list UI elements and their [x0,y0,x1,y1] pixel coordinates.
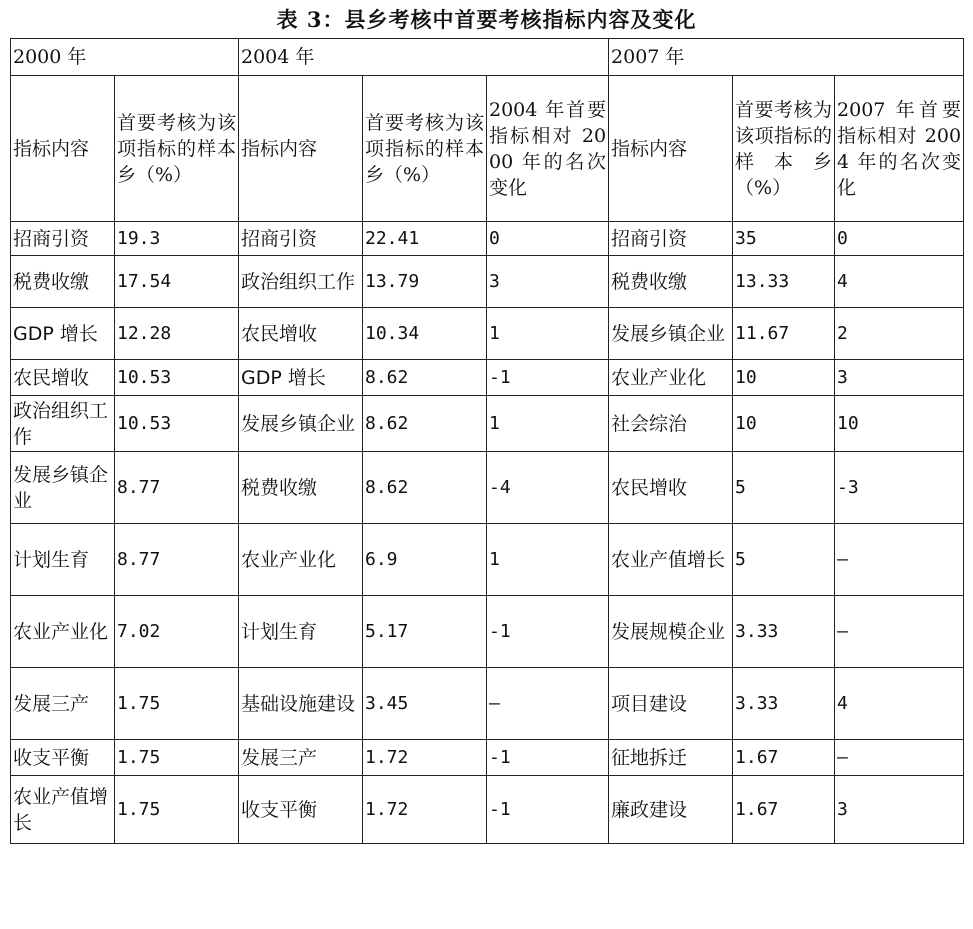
pct-2004-cell: 5.17 [363,596,487,668]
change-2007-cell: – [835,596,964,668]
pct-2004-cell: 10.34 [363,308,487,360]
pct-2004-cell: 1.72 [363,740,487,776]
year-row [11,39,964,76]
change-2007-cell: -3 [835,452,964,524]
item-2007-cell: 项目建设 [609,668,733,740]
table-row [11,360,964,396]
pct-2007-cell: 10 [733,360,835,396]
item-2004-cell: 政治组织工作 [239,256,363,308]
item-2007-cell: 发展规模企业 [609,596,733,668]
change-2004-cell: 1 [487,524,609,596]
change-2004-cell: -1 [487,360,609,396]
year-2007-header: 2007 年 [609,39,964,76]
table-title: 表 3：县乡考核中首要考核指标内容及变化 [276,7,697,32]
change-2004-cell: 3 [487,256,609,308]
change-2004-cell: -1 [487,776,609,844]
item-2007-cell: 社会综治 [609,396,733,452]
change-2004-cell: 1 [487,396,609,452]
pct-2000-cell: 19.3 [115,222,239,256]
item-2004-cell: 收支平衡 [239,776,363,844]
pct-2007-cell: 1.67 [733,776,835,844]
pct-2004-cell: 22.41 [363,222,487,256]
pct-2004-cell: 6.9 [363,524,487,596]
header-2007-pct: 首要考核为该项指标的样本乡（%） [733,76,835,222]
table-row [11,524,964,596]
item-2007-cell: 廉政建设 [609,776,733,844]
change-2007-cell: 2 [835,308,964,360]
item-2007-cell: 农民增收 [609,452,733,524]
item-2004-cell: 发展三产 [239,740,363,776]
change-2007-cell: 4 [835,256,964,308]
item-2000-cell: 计划生育 [11,524,115,596]
change-2004-cell: 0 [487,222,609,256]
change-2004-cell: -4 [487,452,609,524]
pct-2000-cell: 10.53 [115,360,239,396]
pct-2000-cell: 10.53 [115,396,239,452]
header-2007-change: 2007 年首要指标相对 2004 年的名次变化 [835,76,964,222]
indicator-table [10,38,964,844]
pct-2007-cell: 3.33 [733,668,835,740]
pct-2004-cell: 1.72 [363,776,487,844]
table-row [11,308,964,360]
header-2000-pct: 首要考核为该项指标的样本乡（%） [115,76,239,222]
change-2007-cell: 4 [835,668,964,740]
pct-2007-cell: 1.67 [733,740,835,776]
table-row [11,222,964,256]
pct-2007-cell: 5 [733,452,835,524]
item-2004-cell: GDP 增长 [239,360,363,396]
table-row [11,396,964,452]
item-2004-cell: 税费收缴 [239,452,363,524]
item-2004-cell: 农民增收 [239,308,363,360]
pct-2000-cell: 7.02 [115,596,239,668]
table-row [11,452,964,524]
year-2000-header: 2000 年 [11,39,239,76]
item-2000-cell: 发展三产 [11,668,115,740]
change-2007-cell: 3 [835,776,964,844]
change-2007-cell: – [835,740,964,776]
item-2004-cell: 发展乡镇企业 [239,396,363,452]
table-row [11,596,964,668]
item-2000-cell: GDP 增长 [11,308,115,360]
item-2007-cell: 农业产业化 [609,360,733,396]
change-2007-cell: – [835,524,964,596]
item-2007-cell: 税费收缴 [609,256,733,308]
change-2007-cell: 10 [835,396,964,452]
pct-2004-cell: 8.62 [363,360,487,396]
change-2004-cell: -1 [487,596,609,668]
item-2007-cell: 农业产值增长 [609,524,733,596]
pct-2007-cell: 13.33 [733,256,835,308]
pct-2004-cell: 8.62 [363,396,487,452]
table-row [11,668,964,740]
item-2007-cell: 征地拆迁 [609,740,733,776]
item-2000-cell: 税费收缴 [11,256,115,308]
item-2007-cell: 招商引资 [609,222,733,256]
item-2000-cell: 农民增收 [11,360,115,396]
item-2000-cell: 农业产业化 [11,596,115,668]
item-2000-cell: 招商引资 [11,222,115,256]
header-2004-item: 指标内容 [239,76,363,222]
pct-2004-cell: 8.62 [363,452,487,524]
header-2004-change: 2004 年首要指标相对 2000 年的名次变化 [487,76,609,222]
pct-2000-cell: 12.28 [115,308,239,360]
pct-2004-cell: 3.45 [363,668,487,740]
item-2000-cell: 农业产值增长 [11,776,115,844]
pct-2007-cell: 5 [733,524,835,596]
pct-2000-cell: 8.77 [115,524,239,596]
change-2004-cell: -1 [487,740,609,776]
pct-2007-cell: 35 [733,222,835,256]
item-2004-cell: 计划生育 [239,596,363,668]
table-row [11,740,964,776]
table-row [11,776,964,844]
pct-2000-cell: 1.75 [115,740,239,776]
header-2007-item: 指标内容 [609,76,733,222]
pct-2000-cell: 1.75 [115,776,239,844]
pct-2004-cell: 13.79 [363,256,487,308]
pct-2007-cell: 11.67 [733,308,835,360]
item-2004-cell: 招商引资 [239,222,363,256]
pct-2000-cell: 17.54 [115,256,239,308]
item-2007-cell: 发展乡镇企业 [609,308,733,360]
year-2004-header: 2004 年 [239,39,609,76]
column-header-row [11,76,964,222]
item-2004-cell: 基础设施建设 [239,668,363,740]
change-2004-cell: – [487,668,609,740]
table-row [11,256,964,308]
pct-2007-cell: 10 [733,396,835,452]
header-2004-pct: 首要考核为该项指标的样本乡（%） [363,76,487,222]
pct-2000-cell: 8.77 [115,452,239,524]
change-2007-cell: 0 [835,222,964,256]
item-2000-cell: 收支平衡 [11,740,115,776]
pct-2007-cell: 3.33 [733,596,835,668]
item-2000-cell: 发展乡镇企业 [11,452,115,524]
change-2007-cell: 3 [835,360,964,396]
header-2000-item: 指标内容 [11,76,115,222]
change-2004-cell: 1 [487,308,609,360]
item-2000-cell: 政治组织工作 [11,396,115,452]
pct-2000-cell: 1.75 [115,668,239,740]
item-2004-cell: 农业产业化 [239,524,363,596]
